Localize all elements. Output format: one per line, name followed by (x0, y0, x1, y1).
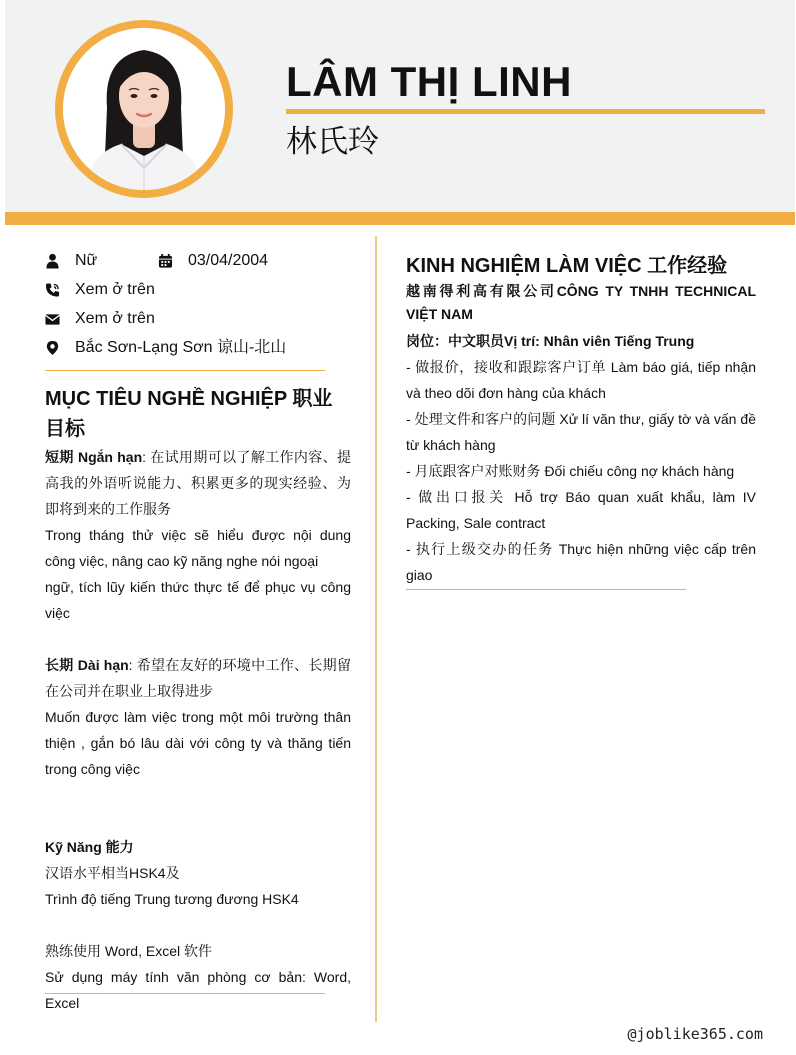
short-term-vi-2: ngữ, tích lũy kiến thức thực tế để phục vụ công việc (45, 579, 351, 621)
person-icon (45, 253, 60, 270)
portrait-photo (63, 28, 225, 190)
duty-item: - 处理文件和客户的问题 Xử lí văn thư, giấy tờ và vấn đề từ khách hàng (406, 411, 756, 453)
short-term-vi-1: Trong tháng thử việc sẽ hiểu được nội dung công việc, nâng cao kỹ năng nghe nói ngoại (45, 527, 351, 569)
name-underline (286, 109, 765, 114)
objective-content (45, 444, 351, 1016)
company-name: 越南得利高有限公司CÔNG TY TNHH TECHNICAL VIỆT NAM (406, 283, 756, 322)
header-accent-bar (5, 212, 795, 225)
skills-divider (45, 993, 325, 994)
skill-item: 汉语水平相当HSK4及 (45, 865, 180, 881)
duty-item: - 做出口报关 Hỗ trợ Báo quan xuất khẩu, làm IV Packing, Sale contract (406, 489, 756, 531)
duty-item: - 执行上级交办的任务 Thực hiện những việc cấp trên giao (406, 541, 756, 583)
long-term-cn: : 希望在友好的环境中工作、长期留在公司并在职业上取得进步 (45, 657, 351, 699)
gender-value: Nữ (75, 252, 98, 269)
avatar (63, 28, 225, 190)
objective-title: MỤC TIÊU NGHỀ NGHIỆP 职业目标 (45, 388, 333, 440)
email-value: Xem ở trên (75, 310, 155, 327)
skills-title: Kỹ Năng 能力 (45, 839, 134, 855)
job-position: 岗位：中文职员Vị trí: Nhân viên Tiếng Trung (406, 333, 695, 349)
calendar-icon (158, 253, 173, 270)
experience-divider (406, 589, 686, 590)
map-pin-icon (45, 340, 60, 357)
phone-value: Xem ở trên (75, 281, 155, 298)
short-term-paragraph (45, 444, 351, 522)
phone-icon (45, 282, 60, 299)
birthdate-row (158, 250, 268, 272)
short-term-cn: : 在试用期可以了解工作内容、提高我的外语听说能力、积累更多的现实经验、为即将到来的工作服务 (45, 449, 351, 517)
spacer (45, 626, 351, 652)
skill-item: 熟练使用 Word, Excel 软件 (45, 943, 212, 959)
avatar-frame (55, 20, 233, 198)
chinese-name: 林氏玲 (286, 124, 379, 159)
skill-item: Trình độ tiếng Trung tương đương HSK4 (45, 891, 299, 907)
address-row (45, 337, 286, 359)
short-term-label: 短期 Ngắn hạn (45, 449, 143, 465)
experience-content (406, 280, 756, 588)
spacer (45, 912, 351, 938)
long-term-paragraph (45, 652, 351, 704)
gender-row (45, 250, 97, 272)
person-name: LÂM THỊ LINH (286, 58, 572, 105)
long-term-vi: Muốn được làm việc trong một môi trường thân thiện , gắn bó lâu dài với công ty và thăng tiến trong công việc (45, 709, 351, 777)
duty-item: - 月底跟客户对账财务 Đối chiếu công nợ khách hàng (406, 463, 735, 479)
phone-row (45, 279, 155, 301)
long-term-label: 长期 Dài hạn (45, 657, 129, 673)
mail-icon (45, 311, 60, 328)
email-row (45, 308, 155, 330)
watermark-text: @joblike365.com (627, 1025, 763, 1043)
skill-item: Sử dụng máy tính văn phòng cơ bản: Word, Excel (45, 969, 351, 1011)
experience-title: KINH NGHIỆM LÀM VIỆC 工作经验 (406, 255, 728, 277)
address-value: Bắc Sơn-Lạng Sơn 谅山-北山 (75, 339, 287, 356)
birthdate-value: 03/04/2004 (188, 252, 269, 269)
duty-item: - 做报价，接收和跟踪客户订单 Làm báo giá, tiếp nhận và theo dõi đơn hàng của khách (406, 359, 756, 401)
contact-divider (45, 370, 325, 371)
spacer (45, 782, 351, 834)
column-divider (375, 236, 377, 1022)
